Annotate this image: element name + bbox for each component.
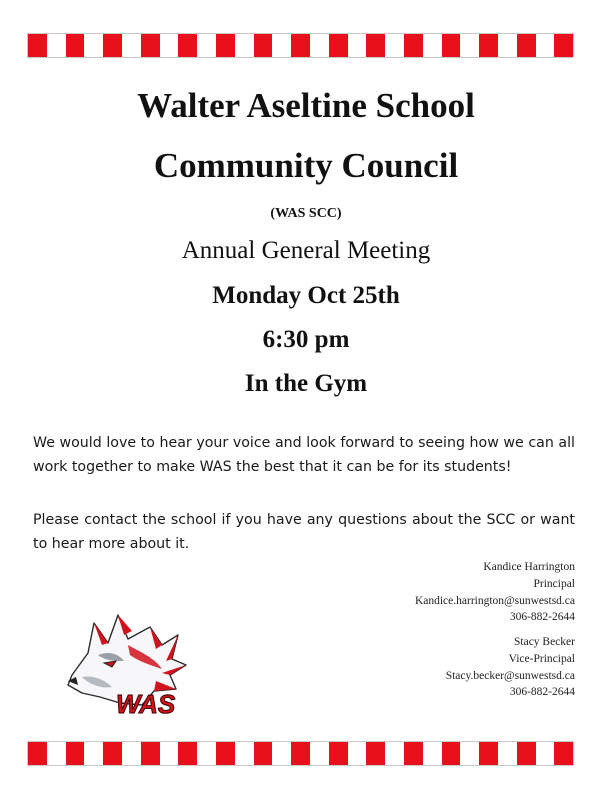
top-border-stripe	[27, 33, 574, 58]
invitation-paragraph: We would love to hear your voice and look forward to seeing how we can all work together to make WAS the best that it can be for its students!	[33, 435, 575, 475]
wolf-mascot-icon	[58, 605, 198, 725]
council-title: Community Council	[153, 146, 459, 185]
contact-email-link[interactable]: Stacy.becker@sunwestsd.ca	[445, 669, 575, 682]
school-name-title: Walter Aseltine School	[137, 86, 475, 125]
logo-was-text: WAS	[116, 689, 176, 719]
contact-phone: 306-882-2644	[509, 686, 575, 699]
contact-phone: 306-882-2644	[509, 611, 575, 624]
contact-name: Stacy Becker	[514, 636, 575, 648]
principal-contact	[415, 559, 575, 626]
contact-role: Principal	[533, 577, 575, 590]
event-time: 6:30 pm	[262, 326, 350, 353]
bottom-border-stripe	[27, 741, 574, 766]
contact-name: Kandice Harrington	[483, 561, 575, 573]
event-location: In the Gym	[244, 370, 368, 397]
vice-principal-contact	[446, 634, 575, 701]
event-name: Annual General Meeting	[181, 237, 431, 264]
contact-email-link[interactable]: Kandice.harrington@sunwestsd.ca	[414, 594, 575, 607]
contact-paragraph: Please contact the school if you have any questions about the SCC or want to hear more about it.	[33, 512, 575, 552]
contact-role: Vice-Principal	[508, 652, 575, 665]
council-abbreviation: (WAS SCC)	[270, 206, 342, 221]
event-date: Monday Oct 25th	[212, 282, 400, 309]
